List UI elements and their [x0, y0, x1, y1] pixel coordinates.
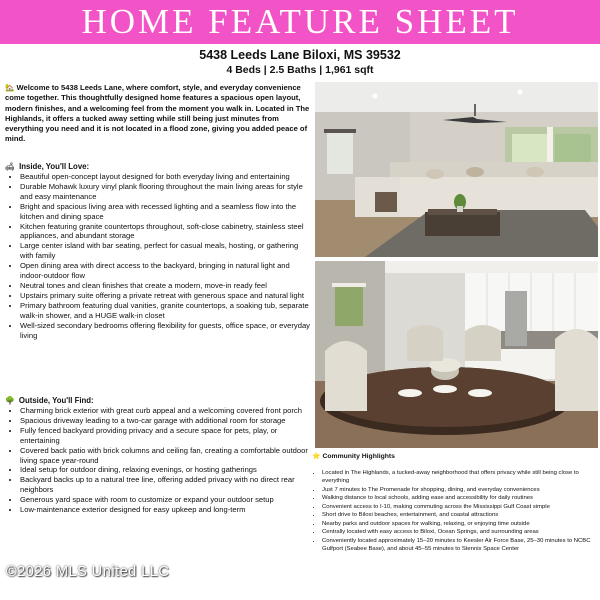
outside-heading — [5, 396, 94, 405]
list-item: • Low-maintenance exterior designed for easy upkeep and long-term — [20, 505, 310, 515]
list-item: • Generous yard space with room to customize or expand your outdoor setup — [20, 495, 310, 505]
list-item: • Walking distance to local schools, adding ease and accessibility for daily routines — [322, 494, 598, 502]
list-item: • Nearby parks and outdoor spaces for walking, relaxing, or enjoying time outside — [322, 520, 598, 528]
list-item: • Open dining area with direct access to the backyard, bringing in natural light and indoor-outdoor flow — [20, 261, 310, 281]
list-item: • Beautiful open-concept layout designed for both everyday living and entertaining — [20, 172, 310, 182]
list-item: • Primary bathroom featuring dual vanities, granite countertops, a soaking tub, separate walk-in shower, and a HUGE walk-in closet — [20, 301, 310, 321]
inside-heading — [5, 162, 89, 171]
list-item: • Fully fenced backyard providing privacy and a secure space for pets, play, or entertaining — [20, 426, 310, 446]
list-item: • Large center island with bar seating, perfect for casual meals, hosting, or gathering with family — [20, 241, 310, 261]
list-item: • Spacious driveway leading to a two-car garage with additional room for storage — [20, 416, 310, 426]
list-item: • Durable Mohawk luxury vinyl plank flooring throughout the main living areas for style and easy maintenance — [20, 182, 310, 202]
header-banner — [0, 0, 600, 44]
community-heading — [312, 452, 395, 460]
list-item: • Neutral tones and clean finishes that create a modern, move-in ready feel — [20, 281, 310, 291]
list-item: • Short drive to Biloxi beaches, entertainment, and coastal attractions — [322, 511, 598, 519]
page-title: HOME FEATURE SHEET — [81, 2, 519, 41]
list-item: • Centrally located with easy access to Biloxi, Ocean Springs, and surrounding areas — [322, 528, 598, 536]
house-icon: 🏡 — [5, 83, 15, 92]
list-item: • Kitchen featuring granite countertops throughout, soft-close cabinetry, stainless steel appliances, and abundant storage — [20, 222, 310, 242]
inside-heading-text: Inside, You'll Love: — [19, 162, 90, 171]
property-address: 5438 Leeds Lane Biloxi, MS 39532 — [199, 48, 401, 62]
community-heading-text: Community Highlights — [322, 453, 395, 460]
kitchen-dining-photo — [315, 261, 598, 448]
list-item: • Ideal setup for outdoor dining, relaxing evenings, or hosting gatherings — [20, 465, 310, 475]
inside-feature-list — [5, 172, 310, 340]
property-specs: 4 Beds | 2.5 Baths | 1,961 sqft — [226, 64, 374, 76]
list-item: • Well-sized secondary bedrooms offering flexibility for guests, office space, or everyday living — [20, 321, 310, 341]
community-list — [312, 469, 598, 553]
tree-icon: 🌳 — [5, 396, 15, 405]
list-item: • Convenient access to I-10, making commuting across the Mississippi Gulf Coast simple — [322, 503, 598, 511]
list-item: • Bright and spacious living area with recessed lighting and a seamless flow into the kitchen and dining space — [20, 202, 310, 222]
list-item: • Just 7 minutes to The Promenade for shopping, dining, and everyday conveniences — [322, 486, 598, 494]
list-item: • Upstairs primary suite offering a private retreat with generous space and natural light — [20, 291, 310, 301]
copyright-watermark: ©2026 MLS United LLC — [6, 564, 170, 580]
list-item: • Backyard backs up to a natural tree line, offering added privacy with no direct rear neighbors — [20, 475, 310, 495]
living-room-photo — [315, 82, 598, 257]
list-item: • Charming brick exterior with great curb appeal and a welcoming covered front porch — [20, 406, 310, 416]
intro-text: Welcome to 5438 Leeds Lane, where comfort, style, and everyday convenience come together. This thoughtfully designed home features a spacious open layout, modern finishes, and a welcoming feel from the moment you walk in. Located in The Highlands, it offers a tucked away setting while still being just minutes from everything you need and it is not located in a flood zone, giving you added peace of mind. — [5, 83, 310, 144]
star-icon: ⭐ — [312, 453, 321, 460]
sofa-icon: 🛋 — [5, 162, 15, 171]
list-item: • Conveniently located approximately 15–20 minutes to Keesler Air Force Base, 25–30 minutes to NCBC Gulfport (Seabee Base), and about 45–55 minutes to Stennis Space Center — [322, 537, 598, 553]
intro-paragraph — [5, 83, 310, 145]
outside-heading-text: Outside, You'll Find: — [18, 396, 94, 405]
list-item: • Covered back patio with brick columns and ceiling fan, creating a comfortable outdoor living space year-round — [20, 446, 310, 466]
outside-feature-list — [5, 406, 310, 515]
list-item: • Located in The Highlands, a tucked-away neighborhood that offers privacy while still being close to everything — [322, 469, 598, 485]
